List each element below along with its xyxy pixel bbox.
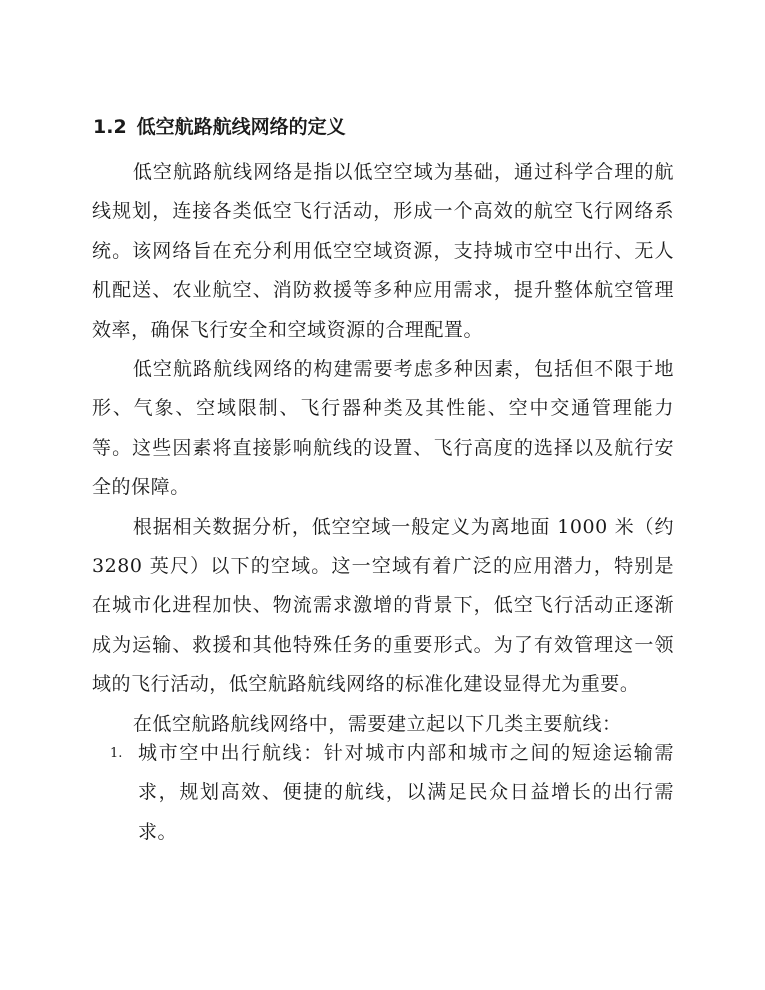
numbered-list <box>92 734 674 852</box>
paragraph: 低空航路航线网络的构建需要考虑多种因素，包括但不限于地形、气象、空域限制、飞行器种类及其性能、空中交通管理能力等。这些因素将直接影响航线的设置、飞行高度的选择以及航行安全的保障。 <box>92 358 674 499</box>
list-item-text: 城市空中出行航线：针对城市内部和城市之间的短途运输需求，规划高效、便捷的航线，以满足民众日益增长的出行需求。 <box>138 742 674 843</box>
section-number: 1.2 <box>93 116 127 138</box>
paragraph: 根据相关数据分析，低空空域一般定义为离地面 1000 米（约 3280 英尺）以下的空域。这一空域有着广泛的应用潜力，特别是在城市化进程加快、物流需求激增的背景下，低空飞行活动正逐渐成为运输、救援和其他特殊任务的重要形式。为了有效管理这一领域的飞行活动，低空航路航线网络的标准化建设显得尤为重要。 <box>92 515 674 696</box>
section-heading <box>93 114 346 140</box>
paragraph: 在低空航路航线网络中，需要建立起以下几类主要航线： <box>132 712 622 735</box>
list-item <box>92 734 674 852</box>
paragraph: 低空航路航线网络是指以低空空域为基础，通过科学合理的航线规划，连接各类低空飞行活动，形成一个高效的航空飞行网络系统。该网络旨在充分利用低空空域资源，支持城市空中出行、无人机配送、农业航空、消防救援等多种应用需求，提升整体航空管理效率，确保飞行安全和空域资源的合理配置。 <box>92 161 674 341</box>
list-item-marker: 1. <box>110 746 123 761</box>
body-text <box>92 153 674 744</box>
section-title: 低空航路航线网络的定义 <box>136 116 346 138</box>
